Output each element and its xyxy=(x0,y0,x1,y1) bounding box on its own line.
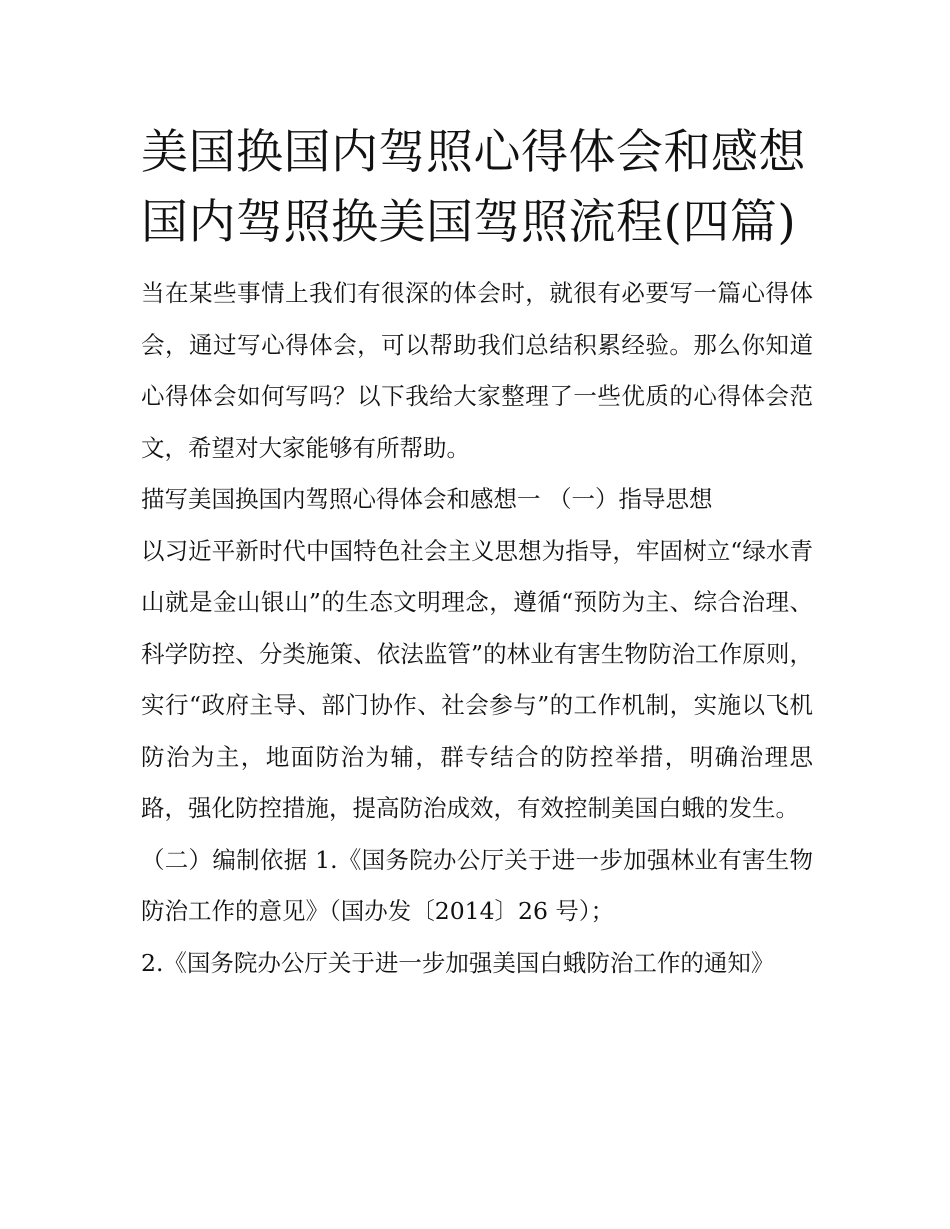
document-title: 美国换国内驾照心得体会和感想 国内驾照换美国驾照流程(四篇) xyxy=(141,125,806,250)
basis-paragraph: （二）编制依据 1.《国务院办公厅关于进一步加强林业有害生物防治工作的意见》（国办发〔2014〕26 号）； xyxy=(141,845,813,925)
guiding-ideology-paragraph: 以习近平新时代中国特色社会主义思想为指导，牢固树立“绿水青山就是金山银山”的生态文明理念，遵循“预防为主、综合治理、科学防控、分类施策、依法监管”的林业有害生物防治工作原则，实行“政府主导、部门协作、社会参与”的工作机制，实施以飞机防治为主，地面防治为辅，群专结合的防控举措，明确治理思路，强化防控措施，提高防治成效，有效控制美国白蛾的发生。 xyxy=(141,536,813,822)
intro-paragraph: 当在某些事情上我们有很深的体会时，就很有必要写一篇心得体会，通过写心得体会，可以帮助我们总结积累经验。那么你知道心得体会如何写吗？以下我给大家整理了一些优质的心得体会范文，希望对大家能够有所帮助。 xyxy=(141,279,813,462)
basis-item-2: 2.《国务院办公厅关于进一步加强美国白蛾防治工作的通知》 xyxy=(141,948,775,977)
document-page xyxy=(141,118,813,989)
section-heading: 描写美国换国内驾照心得体会和感想一 （一）指导思想 xyxy=(141,485,713,513)
